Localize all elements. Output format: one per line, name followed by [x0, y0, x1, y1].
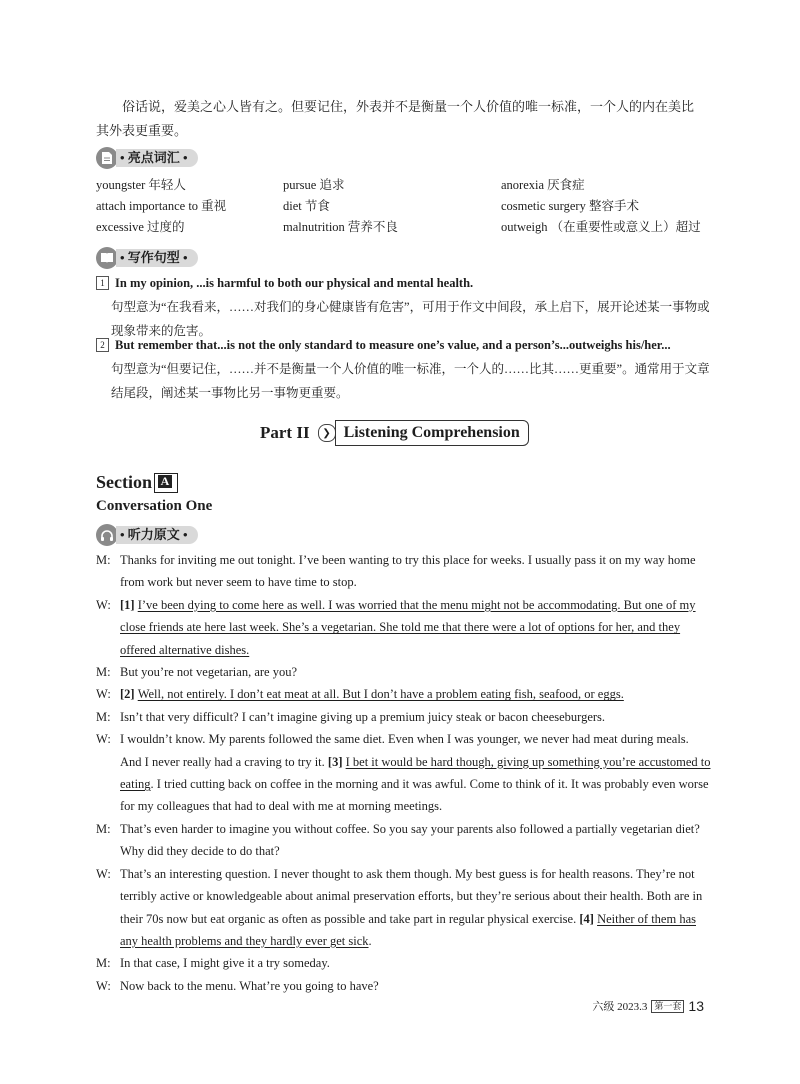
patterns-badge: [96, 247, 198, 269]
dialogue-text: [120, 975, 712, 997]
pattern-chinese: 句型意为“但要记住，……并不是衡量一个人价值的唯一标准，一个人的……比其……更重要”。通常用于文章结尾段，阐述某一事物比另一事物更重要。: [111, 362, 710, 400]
vocab-item: cosmetic surgery 整容手术: [501, 199, 639, 213]
vocab-row: [96, 175, 716, 196]
speaker-label: M:: [96, 553, 111, 567]
dialogue-segment: That’s even harder to imagine you without coffee. So you say your parents also followed a partially vegetarian diet? Why did they decide to do that?: [120, 821, 700, 859]
dialogue-text: [120, 728, 712, 818]
dialogue-transcript: [96, 549, 712, 997]
vocab-badge: [96, 147, 198, 169]
vocab-label: • 亮点词汇 •: [116, 149, 198, 167]
dialogue-line: [96, 594, 712, 661]
page-footer: [592, 998, 704, 1014]
vocab-item: diet 节食: [283, 199, 330, 213]
dialogue-line: [96, 549, 712, 594]
answer-underline: Neither of them has any health problems and they hardly ever get sick: [120, 911, 696, 948]
vocab-item: malnutrition 营养不良: [283, 220, 398, 234]
dialogue-text: [120, 661, 712, 683]
question-marker: [3]: [327, 754, 346, 769]
vocab-item: youngster 年轻人: [96, 178, 186, 192]
question-marker: [4]: [579, 911, 598, 926]
part-label: Part II: [260, 423, 310, 442]
answer-underline: I’ve been dying to come here as well. I was worried that the menu might not be accommodating. But one of my close friends ate here last week. She’s a vegetarian. She told me that there were a lot of options for her, and they offered alternative dishes.: [120, 597, 696, 657]
chevron-right-icon: ❯: [318, 424, 336, 442]
patterns-label: • 写作句型 •: [116, 249, 198, 267]
dialogue-text: [120, 594, 712, 661]
pattern-number: 2: [96, 338, 109, 352]
dialogue-segment: Isn’t that very difficult? I can’t imagine giving up a premium juicy steak or bacon cheeseburgers.: [120, 709, 606, 724]
pattern-chinese: 句型意为“在我看来，……对我们的身心健康皆有危害”，可用于作文中间段，承上启下，展开论述某一事物或现象带来的危害。: [111, 300, 710, 338]
section-label: Section: [96, 472, 152, 492]
speaker-label: M:: [96, 665, 111, 680]
vocab-item: attach importance to 重视: [96, 199, 227, 213]
vocab-item: pursue 追求: [283, 178, 345, 192]
dialogue-text: [120, 549, 712, 594]
vocab-item: outweigh （在重要性或意义上）超过: [501, 220, 701, 234]
speaker-label: M:: [96, 709, 111, 724]
speaker-label: M:: [96, 956, 111, 971]
dialogue-line: [96, 706, 712, 728]
dialogue-segment: But you’re not vegetarian, are you?: [120, 665, 298, 680]
page-number: 13: [688, 998, 704, 1014]
dialogue-segment: I wouldn’t know. My parents followed the same diet. Even when I was younger, we never had meat during meals. And I never really had a craving to try it.: [120, 732, 689, 769]
speaker-label: W:: [96, 978, 111, 993]
pattern-english: In my opinion, ...is harmful to both our physical and mental health.: [115, 276, 474, 290]
speaker-label: W:: [96, 597, 111, 612]
document-icon: [96, 147, 118, 169]
question-marker: [2]: [120, 687, 138, 702]
answer-underline: Well, not entirely. I don’t eat meat at all. But I don’t have a problem eating fish, seafood, or eggs.: [137, 687, 624, 702]
dialogue-line: [96, 863, 712, 953]
answer-underline: I bet it would be hard though, giving up something you’re accustomed to eating: [120, 754, 711, 792]
dialogue-segment: In that case, I might give it a try someday.: [120, 956, 330, 971]
vocab-row: [96, 196, 716, 217]
dialogue-segment: That’s an interesting question. I never thought to ask them though. My best guess is for health reasons. They’re not terribly active or knowledgeable about animal preservation efforts, but they’re serious about their health. Both are in their 70s now but eat organic as often as possible and take part in regular physical exercise.: [120, 866, 703, 926]
speaker-label: W:: [96, 732, 111, 747]
dialogue-segment: .: [368, 933, 372, 948]
transcript-label: • 听力原文 •: [116, 526, 198, 544]
question-marker: [1]: [120, 597, 138, 612]
dialogue-line: [96, 683, 712, 705]
dialogue-line: [96, 728, 712, 818]
conversation-title: Conversation One: [96, 498, 213, 514]
dialogue-text: [120, 818, 712, 863]
dialogue-segment: Now back to the menu. What’re you going to have?: [120, 978, 379, 993]
book-icon: [96, 247, 118, 269]
intro-paragraph: 俗话说，爱美之心人皆有之。但要记住，外表并不是衡量一个人价值的唯一标准，一个人的内在美比其外表更重要。: [96, 99, 695, 138]
vocab-table: [96, 175, 716, 238]
dialogue-line: [96, 818, 712, 863]
dialogue-text: [120, 952, 712, 974]
pattern-english: But remember that...is not the only standard to measure one’s value, and a person’s...outweighs his/her...: [115, 338, 671, 352]
speaker-label: W:: [96, 866, 111, 881]
dialogue-line: [96, 952, 712, 974]
dialogue-line: [96, 975, 712, 997]
dialogue-text: [120, 863, 712, 953]
dialogue-text: [120, 706, 712, 728]
transcript-badge: [96, 524, 198, 546]
section-heading: [96, 472, 178, 493]
dialogue-text: [120, 683, 712, 705]
part-title: Listening Comprehension: [335, 420, 529, 446]
part-heading: [260, 420, 529, 446]
set-tag: 第一套: [651, 1000, 684, 1013]
section-letter: A: [158, 475, 172, 488]
dialogue-line: [96, 661, 712, 683]
section-letter-box: [154, 473, 178, 493]
vocab-item: anorexia 厌食症: [501, 178, 585, 192]
dialogue-segment: Thanks for inviting me out tonight. I’ve been wanting to try this place for weeks. I usually pass it on my way home from work but never seem to have time to stop.: [120, 553, 696, 590]
speaker-label: M:: [96, 821, 111, 836]
headphones-icon: [96, 524, 118, 546]
vocab-row: [96, 217, 716, 238]
speaker-label: W:: [96, 687, 111, 702]
pattern-number: 1: [96, 276, 109, 290]
dialogue-segment: . I tried cutting back on coffee in the morning and it was awful. Come to think of it. It was probably even worse for my colleagues that had to deal with me at morning meetings.: [120, 777, 709, 814]
vocab-item: excessive 过度的: [96, 220, 185, 234]
journal-name: 六级 2023.3: [592, 1001, 648, 1013]
pattern-item: [96, 333, 712, 405]
